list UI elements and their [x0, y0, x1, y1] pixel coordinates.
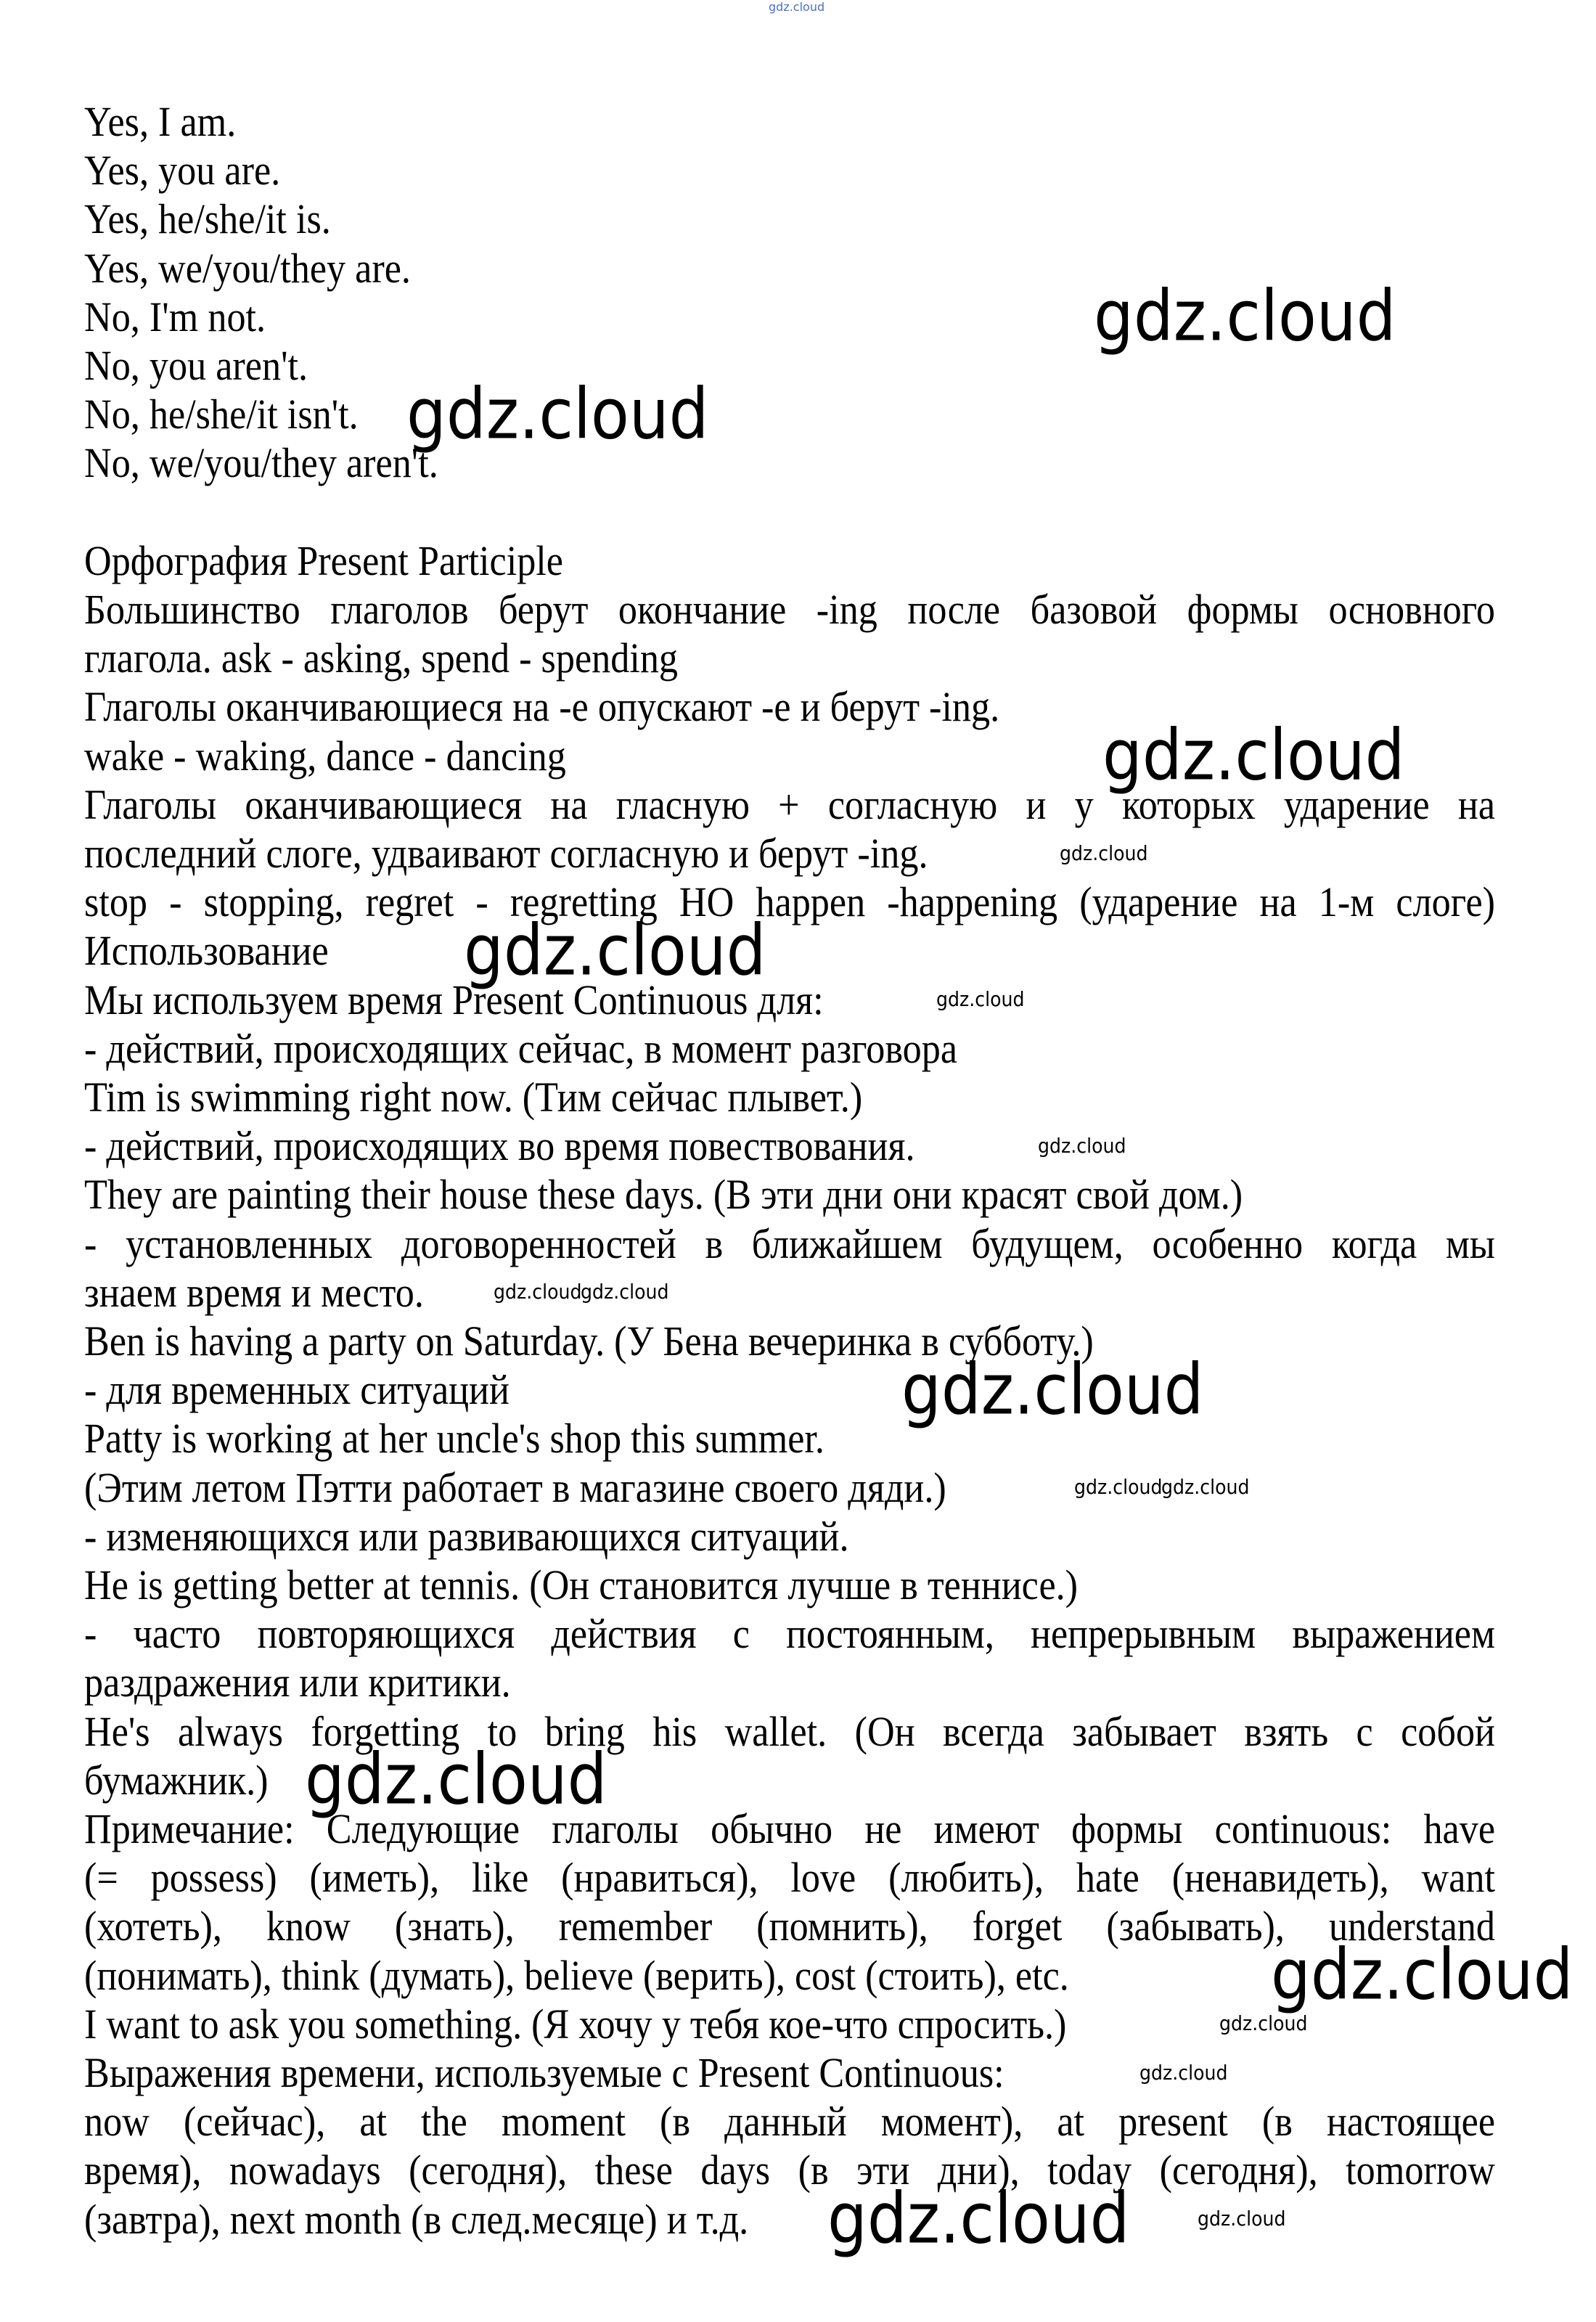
text-line: раздражения или критики. [84, 1659, 511, 1706]
text-line: знаем время и место. [84, 1268, 424, 1316]
text-line: I want to ask you something. (Я хочу у тебя кое-что спросить.) [84, 2000, 1067, 2048]
text-line: Yes, I am. [84, 98, 237, 145]
text-line: Большинство глаголов берут окончание -ing после базовой формы основного [84, 586, 1495, 633]
text-line: Yes, we/you/they are. [84, 244, 411, 292]
text-line: (= possess) (иметь), like (нравиться), love (любить), hate (ненавидеть), want [84, 1854, 1495, 1902]
text-line: Tim is swimming right now. (Тим сейчас плывет.) [84, 1074, 863, 1121]
text-line: время), nowadays (сегодня), these days (в эти дни), today (сегодня), tomorrow [84, 2146, 1495, 2194]
text-line: Использование [84, 927, 329, 975]
text-line: Примечание: Следующие глаголы обычно не имеют формы continuous: have [84, 1805, 1495, 1852]
watermark-small: gdz.cloud [581, 1280, 669, 1304]
text-line: последний слоге, удваивают согласную и берут -ing. [84, 830, 928, 877]
text-line: - действий, происходящих сейчас, в момент разговора [84, 1024, 958, 1072]
text-line: wake - waking, dance - dancing [84, 732, 566, 780]
text-line: No, I'm not. [84, 293, 266, 340]
watermark-small: gdz.cloud [1074, 1475, 1163, 1500]
text-line: Yes, he/she/it is. [84, 195, 331, 243]
text-line: Глаголы оканчивающиеся на гласную + согласную и у которых ударение на [84, 780, 1495, 828]
text-line: Patty is working at her uncle's shop this summer. [84, 1415, 824, 1463]
watermark: gdz.cloud [305, 1738, 607, 1820]
watermark-small: gdz.cloud [1060, 841, 1148, 865]
text-line: бумажник.) [84, 1756, 269, 1804]
text-line: глагола. ask - asking, spend - spending [84, 634, 679, 682]
text-line: He is getting better at tennis. (Он становится лучше в теннисе.) [84, 1561, 1079, 1608]
watermark-small: gdz.cloud [936, 987, 1025, 1012]
watermark-small: gdz.cloud [1139, 2060, 1228, 2085]
text-line: stop - stopping, regret - regretting НО happen -happening (ударение на 1-м слоге) [84, 878, 1495, 926]
text-line: now (сейчас), at the moment (в данный момент), at present (в настоящее [84, 2098, 1495, 2146]
text-line: (завтра), next month (в след.месяце) и т.д. [84, 2195, 749, 2243]
text-line: - часто повторяющихся действия с постоянным, непрерывным выражением [84, 1610, 1495, 1658]
text-line: - для временных ситуаций [84, 1366, 510, 1414]
text-line: (хотеть), know (знать), remember (помнить), forget (забывать), understand [84, 1902, 1495, 1950]
text-line: No, you aren't. [84, 342, 308, 389]
watermark: gdz.cloud [1271, 1934, 1574, 2016]
watermark: gdz.cloud [1094, 275, 1396, 357]
text-line: Глаголы оканчивающиеся на -e опускают -e и берут -ing. [84, 683, 1000, 731]
text-line: No, he/she/it isn't. [84, 391, 359, 438]
watermark-small: gdz.cloud [1219, 2011, 1308, 2036]
text-line: No, we/you/they aren't. [84, 439, 438, 487]
text-line: - установленных договоренностей в ближайшем будущем, особенно когда мы [84, 1219, 1495, 1267]
text-line: Орфография Present Participle [84, 536, 563, 584]
watermark-small: gdz.cloud [1161, 1475, 1250, 1500]
watermark-small: gdz.cloud [494, 1280, 582, 1304]
text-line: Мы используем время Present Continuous для: [84, 976, 824, 1023]
watermark-small: gdz.cloud [1198, 2207, 1286, 2231]
text-line: - действий, происходящих во время повествования. [84, 1122, 915, 1170]
watermark: gdz.cloud [406, 373, 709, 455]
watermark: gdz.cloud [901, 1349, 1204, 1431]
text-line: Ben is having a party on Saturday. (У Бена вечеринка в субботу.) [84, 1317, 1094, 1365]
text-line: (понимать), think (думать), believe (верить), cost (стоить), etc. [84, 1951, 1069, 1999]
watermark-small: gdz.cloud [1038, 1133, 1126, 1158]
watermark: gdz.cloud [827, 2178, 1130, 2260]
watermark: gdz.cloud [464, 909, 766, 992]
watermark: gdz.cloud [1102, 714, 1405, 796]
text-line: Yes, you are. [84, 147, 281, 195]
text-line: - изменяющихся или развивающихся ситуаций. [84, 1512, 849, 1560]
text-line: (Этим летом Пэтти работает в магазине своего дяди.) [84, 1463, 946, 1511]
text-line: He's always forgetting to bring his wallet. (Он всегда забывает взять с собой [84, 1707, 1495, 1755]
header-watermark: gdz.cloud [769, 0, 825, 14]
text-line: Выражения времени, используемые с Present Continuous: [84, 2049, 1004, 2096]
text-line: They are painting their house these days. (В эти дни они красят свой дом.) [84, 1171, 1243, 1219]
